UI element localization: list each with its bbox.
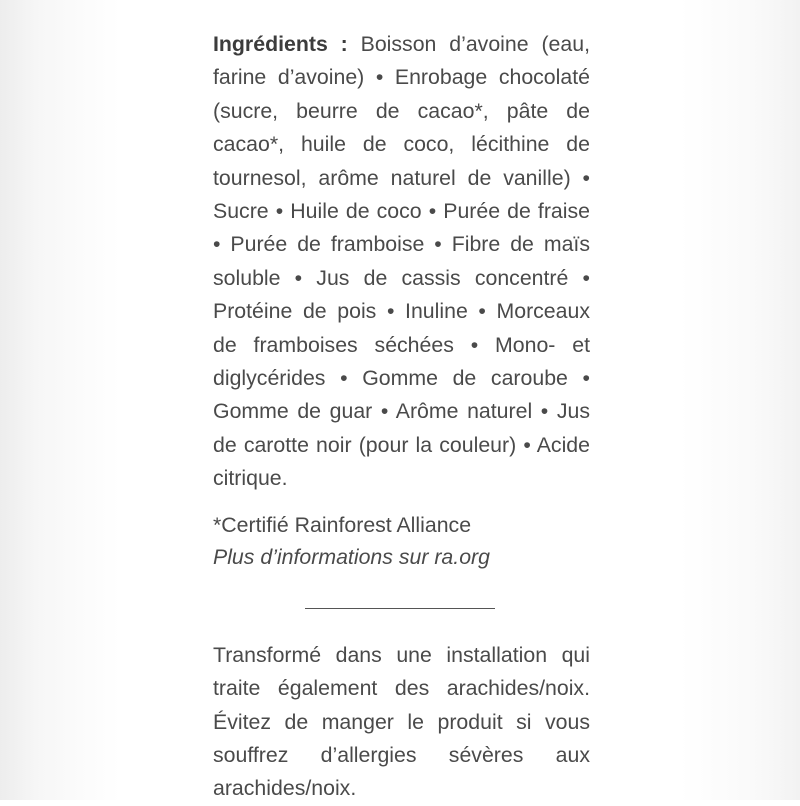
ingredients-list: Boisson d’avoine (eau, farine d’avoine) • Enrobage chocolaté (sucre, beurre de cacao*, pâte de cacao*, huile de coco, lécithine de tournesol, arôme naturel de vanille) • Sucre • Huile de coco • Purée de fraise • Purée de framboise • Fibre de maïs soluble • Jus de cassis concentré • Protéine de pois • Inuline • Morceaux de framboises séchées • Mono- et diglycérides • Gomme de caroube • Gomme de guar • Arôme naturel • Jus de carotte noir (pour la couleur) • Acide citrique. [213,32,590,491]
ingredients-label: Ingrédients : [213,32,348,56]
allergy-notice: Transformé dans une installation qui traite également des arachides/noix. Évitez de manger le produit si vous souffrez d’allergies sévères aux arachides/noix. [213,642,590,801]
certification-note: *Certifié Rainforest Alliance [213,512,472,537]
section-divider [305,608,495,609]
certification-info: Plus d’informations sur ra.org [213,544,490,569]
ingredients-paragraph [213,28,590,496]
label-text-block [213,28,590,806]
